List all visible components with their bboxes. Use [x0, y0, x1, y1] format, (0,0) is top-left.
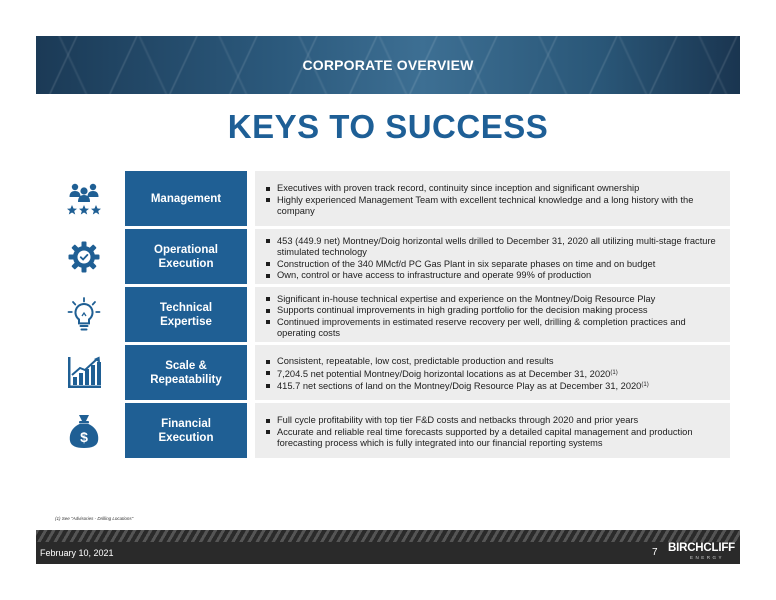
lightbulb-icon: [60, 287, 108, 342]
row-technical-expertise: [60, 287, 730, 342]
logo-brand: BIRCHCLIFF: [668, 542, 735, 554]
bullet-item: Continued improvements in estimated reserve recovery per well, drilling & completion practices and operating costs: [265, 317, 720, 340]
row-financial-execution: [60, 403, 730, 458]
page-title: KEYS TO SUCCESS: [227, 108, 549, 145]
footer-pattern: [36, 530, 740, 542]
bullet-item: 7,204.5 net potential Montney/Doig horizontal locations as at December 31, 2020$^{(1)}$: [265, 368, 649, 381]
label-technical-expertise: [125, 287, 247, 342]
page-number: 7: [652, 547, 658, 558]
company-logo: [668, 540, 738, 564]
description-panel: [255, 229, 730, 284]
svg-text:$: $: [80, 428, 88, 445]
row-label: Scale & Repeatability: [150, 359, 222, 386]
bullet-item: Supports continual improvements in high grading portfolio for the decision making process: [265, 305, 720, 317]
bullet-item: Executives with proven track record, continuity since inception and significant ownership: [265, 183, 720, 195]
row-label: Financial Execution: [158, 417, 214, 444]
bullet-item: Construction of the 340 MMcf/d PC Gas Plant in six separate phases on time and on budget: [265, 259, 720, 271]
footer-bar: [36, 530, 740, 564]
bullet-item: Significant in-house technical expertise and experience on the Montney/Doig Resource Play: [265, 294, 720, 306]
logo-subtitle: ENERGY: [690, 555, 725, 560]
row-operational-execution: [60, 229, 730, 284]
label-operational-execution: [125, 229, 247, 284]
header-banner: [36, 36, 740, 94]
footnote-ref: (1): [610, 369, 618, 376]
label-management: [125, 171, 247, 226]
people-stars-icon: [60, 171, 108, 226]
row-scale-repeatability: [60, 345, 730, 400]
description-panel: [255, 171, 730, 226]
footnote: (1) See "Advisories - Drilling Locations": [55, 516, 134, 521]
bullet-item: Full cycle profitability with top tier F&D costs and netbacks through 2020 and prior years: [265, 415, 720, 427]
row-label: Operational Execution: [154, 243, 218, 270]
label-financial-execution: [125, 403, 247, 458]
growth-chart-icon: [60, 345, 108, 400]
description-panel: [255, 403, 730, 458]
description-panel: [255, 287, 730, 342]
bullet-item: Consistent, repeatable, low cost, predictable production and results: [265, 356, 649, 368]
row-label: Management: [150, 192, 222, 205]
bullet-item: Own, control or have access to infrastructure and operate 99% of production: [265, 270, 720, 282]
bullet-item: Highly experienced Management Team with excellent technical knowledge and a long history with the company: [265, 195, 720, 218]
footnote-ref: (1): [641, 382, 649, 389]
gear-check-icon: [60, 229, 108, 284]
bullet-item: Accurate and reliable real time forecasts supported by a detailed capital management and production forecasting process which is fully integrated into our financial reporting systems: [265, 427, 720, 450]
row-label: Technical Expertise: [159, 301, 213, 328]
money-bag-icon: [60, 403, 108, 458]
label-scale-repeatability: [125, 345, 247, 400]
bullet-item: 453 (449.9 net) Montney/Doig horizontal wells drilled to December 31, 2020 all utilizing multi-stage fracture stimulated technology: [265, 236, 720, 259]
description-panel: [255, 345, 730, 400]
section-title: CORPORATE OVERVIEW: [302, 57, 474, 73]
footer-date: February 10, 2021: [40, 548, 114, 558]
row-management: [60, 171, 730, 226]
bullet-item: 415.7 net sections of land on the Montney/Doig Resource Play as at December 31, 2020$^{(1)}$: [265, 380, 649, 393]
